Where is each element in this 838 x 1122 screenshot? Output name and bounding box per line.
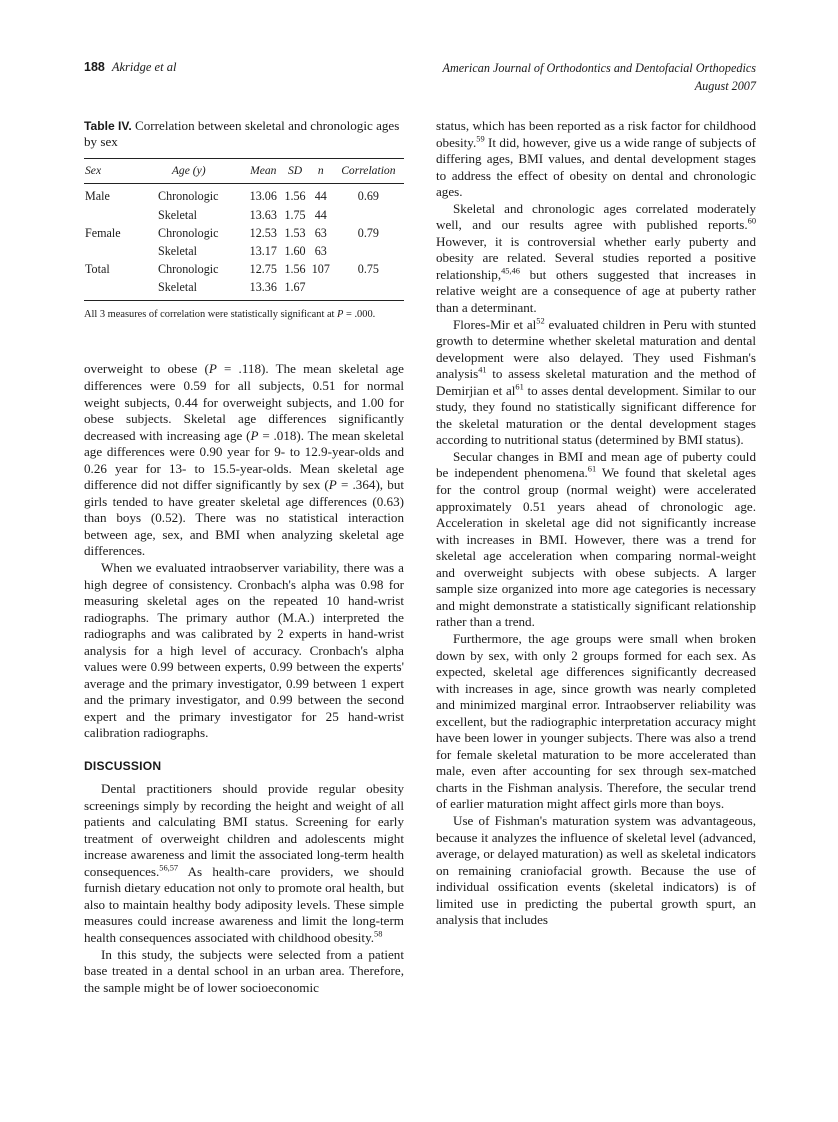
cell-n bbox=[309, 279, 333, 301]
journal-title: American Journal of Orthodontics and Dentofacial Orthopedics bbox=[442, 61, 756, 75]
right-paragraph-4 bbox=[436, 449, 756, 631]
column-header-correlation: Correlation bbox=[341, 163, 396, 177]
reference-58: 58 bbox=[374, 929, 383, 939]
cell-sd: 1.60 bbox=[284, 243, 306, 258]
left-paragraph-4: In this study, the subjects were selected from a patient base treated in a dental school in an urban area. Therefore, the sample might be of lower socioeconomic bbox=[84, 946, 404, 995]
cell-mean: 13.36 bbox=[249, 280, 277, 295]
table-caption bbox=[84, 118, 404, 151]
cell-sd: 1.56 bbox=[284, 189, 306, 204]
cell-age: Skeletal bbox=[158, 243, 197, 258]
right-paragraph-1 bbox=[436, 118, 756, 201]
table-head bbox=[84, 158, 404, 183]
table-4-block bbox=[84, 118, 404, 321]
reference-60: 60 bbox=[747, 216, 756, 226]
cell-n: 44 bbox=[314, 207, 327, 222]
cell-sex: Total bbox=[85, 262, 110, 277]
cell-sex: Male bbox=[85, 189, 110, 204]
reference-61-b: 61 bbox=[587, 465, 597, 475]
footnote-suffix: = .000. bbox=[343, 309, 376, 321]
rp3-d: to asses dental development. Similar to our study, they found no statistically significant difference for the skeletal maturation or the dental development stages according to nutritional status (determined by BMI status). bbox=[436, 382, 756, 448]
correlation-table bbox=[84, 158, 404, 300]
column-header-sd: SD bbox=[287, 163, 303, 177]
table-footnote bbox=[84, 308, 404, 321]
cell-mean: 12.53 bbox=[249, 225, 277, 240]
cell-correlation: 0.79 bbox=[357, 225, 379, 240]
cell-correlation bbox=[333, 206, 404, 224]
cell-correlation: 0.69 bbox=[357, 189, 379, 204]
cell-mean: 12.75 bbox=[249, 262, 277, 277]
lp1-d: = .364), but girls tended to have greater skeletal age differences (0.63) than boys (0.52). There was no statistical interaction between age, sex, and BMI when analyzing skeletal age differences. bbox=[84, 477, 404, 559]
reference-52: 52 bbox=[536, 316, 545, 326]
cell-age: Chronologic bbox=[158, 225, 219, 240]
cell-n: 44 bbox=[314, 189, 327, 204]
issue-date: August 2007 bbox=[694, 78, 756, 93]
cell-sex: Female bbox=[85, 225, 121, 240]
table-body bbox=[84, 183, 404, 300]
cell-age: Chronologic bbox=[158, 262, 219, 277]
left-column bbox=[84, 118, 404, 1068]
cell-sex bbox=[84, 206, 132, 224]
rp1-b: It did, however, give us a wide range of subjects of differing ages, BMI values, and dental development stages to address the effect of obesity on dental and chronologic ages. bbox=[436, 134, 756, 200]
cell-sex bbox=[84, 279, 132, 301]
cell-n: 63 bbox=[314, 225, 327, 240]
cell-sd: 1.75 bbox=[284, 207, 306, 222]
reference-41: 41 bbox=[478, 365, 487, 375]
lp3-a: Dental practitioners should provide regular obesity screenings simply by recording the height and weight of all patients and calculating BMI status. Screening for early treatment of overweight children and adolescents might increase awareness and limit the associated long-term health consequences. bbox=[84, 781, 404, 879]
rp1-a: status, which has been reported as a risk factor for childhood obesity. bbox=[436, 118, 756, 150]
rp3-c: to assess skeletal maturation and the method of Demirjian et al bbox=[436, 366, 756, 398]
running-head-right bbox=[443, 60, 756, 95]
right-paragraph-2 bbox=[436, 201, 756, 317]
table-header-row bbox=[84, 158, 404, 183]
table-row bbox=[84, 183, 404, 206]
cell-correlation bbox=[333, 279, 404, 301]
reference-59: 59 bbox=[476, 134, 485, 144]
footnote-prefix: All 3 measures of correlation were statistically significant at bbox=[84, 309, 338, 321]
cell-age: Skeletal bbox=[158, 280, 197, 295]
reference-45-46: 45,46 bbox=[501, 266, 520, 276]
column-header-age: Age (y) bbox=[171, 163, 206, 177]
lp1-c: = .018). The mean skeletal age differences were 0.90 year for 9- to 12.9-year-olds and 0.26 year for 13- to 15.5-year-olds. Mean skeletal age difference did not differ significantly by sex ( bbox=[84, 427, 404, 493]
running-head bbox=[84, 60, 756, 95]
lp1-p3: P bbox=[328, 477, 337, 493]
right-paragraph-3 bbox=[436, 317, 756, 449]
column-header-mean: Mean bbox=[250, 163, 277, 177]
table-row bbox=[84, 279, 404, 301]
rp3-b: evaluated children in Peru with stunted growth to determine whether skeletal maturation and dental development were also delayed. They used Fishman's analysis bbox=[436, 316, 756, 382]
lp3-b: As health-care providers, we should furnish dietary education not only to promote oral health, but also to maintain healthy body adiposity levels. These simple measures could increase awareness and limit the long-term health consequences associated with childhood obesity. bbox=[84, 863, 404, 945]
column-header-n: n bbox=[317, 163, 324, 177]
table-row bbox=[84, 206, 404, 224]
cell-mean: 13.17 bbox=[249, 243, 277, 258]
cell-age: Chronologic bbox=[158, 189, 219, 204]
cell-n: 107 bbox=[311, 262, 330, 277]
column-header-sex: Sex bbox=[85, 163, 102, 177]
right-paragraph-5: Furthermore, the age groups were small when broken down by sex, with only 2 groups formed for each sex. As expected, skeletal age differences significantly decreased with increases in age, since growth was nearly completed and minimized marginal error. Intraobserver reliability was excellent, but the radiographic interpretation accuracy might have been lower in younger subjects. There was also a trend for female skeletal maturation to be more accelerated than male, even after accounting for sex through sex-matched charts in the Fishman analysis. Therefore, the secular trend of earlier maturation might affect girls more than boys. bbox=[436, 630, 756, 812]
cell-sd: 1.67 bbox=[284, 280, 306, 295]
cell-mean: 13.06 bbox=[249, 189, 277, 204]
table-bottom-rule bbox=[84, 300, 404, 301]
reference-56-57: 56,57 bbox=[159, 863, 179, 873]
left-paragraph-2: When we evaluated intraobserver variability, there was a high degree of consistency. Cronbach's alpha was 0.98 for measuring skeletal ages on the repeated 10 hand-wrist radiographs. The primary author (M.A.) interpreted the radiographs and was calibrated by 2 experts in hand-wrist analysis for a high level of accuracy. Cronbach's alpha values were 0.99 between experts, 0.99 between the experts' average and the primary investigator, 0.99 between 1 expert and the primary investigator, and 0.99 between the second expert and the primary investigator for 25 hand-wrist calibration radiographs. bbox=[84, 560, 404, 741]
rp2-a: Skeletal and chronologic ages correlated moderately well, and our results agree with published reports. bbox=[436, 200, 756, 233]
lp1-b: = .118). The mean skeletal age differences were 0.59 for all subjects, 0.51 for normal weight subjects, 0.44 for overweight subjects, and 1.00 for obese subjects. Skeletal age differences significantly decreased with increasing age ( bbox=[84, 361, 404, 443]
cell-n: 63 bbox=[314, 243, 327, 258]
cell-correlation bbox=[333, 242, 404, 260]
cell-correlation: 0.75 bbox=[357, 262, 379, 277]
lp1-p1: P bbox=[208, 361, 217, 377]
page-number: 188 bbox=[84, 60, 105, 74]
discussion-heading: DISCUSSION bbox=[84, 759, 162, 774]
left-paragraph-3 bbox=[84, 781, 404, 946]
table-row bbox=[84, 242, 404, 260]
column-spacer bbox=[84, 343, 404, 361]
cell-age: Skeletal bbox=[158, 207, 197, 222]
running-head-left bbox=[84, 60, 176, 76]
rp2-c: but others suggested that increases in relative weight are a consequence of age at puberty rather than a determinant. bbox=[436, 266, 756, 316]
cell-sex bbox=[84, 242, 132, 260]
rp4-a: Secular changes in BMI and mean age of puberty could be independent phenomena. bbox=[436, 448, 756, 481]
rp3-a: Flores-Mir et al bbox=[453, 316, 537, 332]
table-label: Table IV. bbox=[84, 119, 132, 133]
cell-mean: 13.63 bbox=[249, 207, 277, 222]
rp2-b: However, it is controversial whether early puberty and obesity are related. Several studies reported a positive relationship, bbox=[436, 233, 756, 282]
running-head-authors: Akridge et al bbox=[111, 60, 177, 74]
cell-sd: 1.53 bbox=[284, 225, 306, 240]
right-paragraph-6: Use of Fishman's maturation system was advantageous, because it analyzes the influence of skeletal level (advanced, average, or delayed maturation) as well as skeletal indicators on remaining craniofacial growth. Because the use of individual ossification events (skeletal indicators) is of limited use in predicting the pubertal growth spurt, an analysis that includes bbox=[436, 812, 756, 928]
cell-sd: 1.56 bbox=[284, 262, 306, 277]
lp1-p2: P bbox=[250, 427, 259, 443]
table-row bbox=[84, 224, 404, 242]
table-caption-text: Correlation between skeletal and chronologic ages by sex bbox=[84, 118, 400, 150]
reference-61-a: 61 bbox=[515, 382, 524, 392]
right-column bbox=[436, 118, 756, 1068]
lp1-a: overweight to obese ( bbox=[84, 361, 209, 377]
footnote-p-symbol: P bbox=[337, 309, 344, 321]
table-row bbox=[84, 260, 404, 278]
rp4-b: We found that skeletal ages for the control group (normal weight) were accelerated approximately 0.51 years ahead of chronologic age. Acceleration in skeletal age did not significantly increase with increases in BMI. However, there was a trend for skeletal age acceleration when comparing normal-weight and overweight subjects with obese subjects. A larger sample size organized into more age categories is necessary and might demonstrate a statistically significant relationship rather than a trend. bbox=[436, 465, 756, 630]
left-paragraph-1 bbox=[84, 361, 404, 560]
two-column-body bbox=[84, 118, 756, 1068]
